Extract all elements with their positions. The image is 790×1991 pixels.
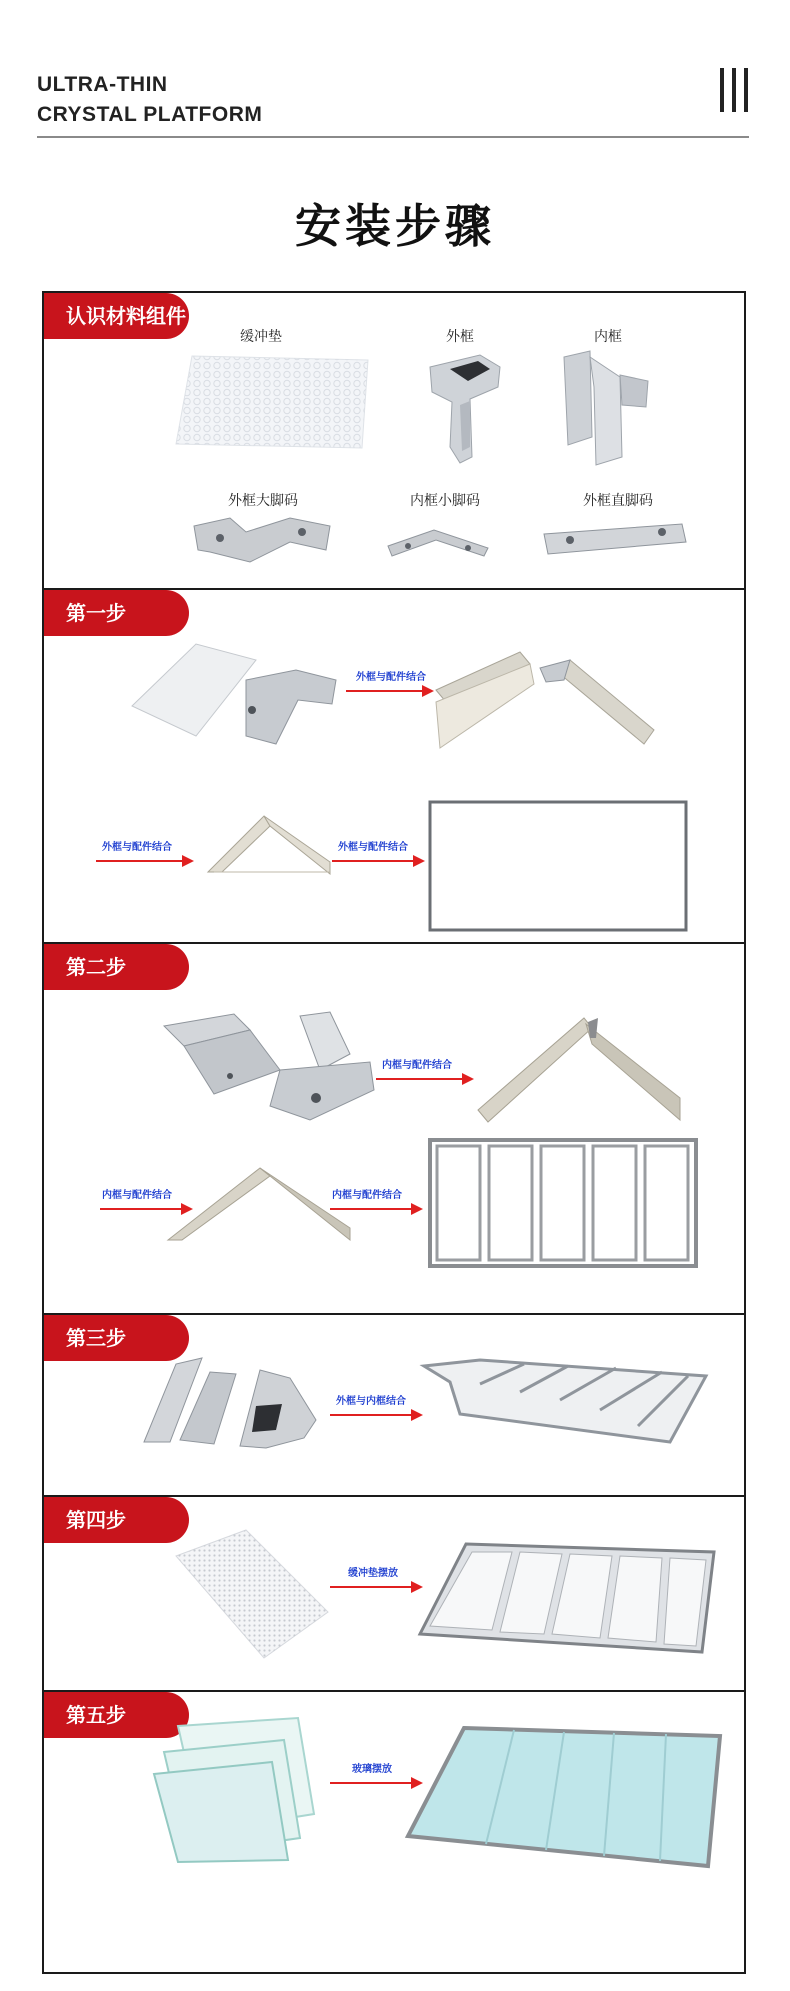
section-tag-step-3: 第三步 (44, 1315, 189, 1361)
three-vertical-bars-icon[interactable] (718, 66, 750, 118)
section-tag-components: 认识材料组件 (44, 293, 189, 339)
arrow-label: 外框与配件结合 (356, 672, 426, 683)
label-outer-frame: 外框 (446, 329, 474, 345)
arrow-label: 玻璃摆放 (352, 1764, 392, 1775)
cushion-placed-image (416, 1540, 716, 1658)
label-outer-straight-corner: 外框直脚码 (583, 493, 653, 509)
cushion-image (172, 352, 382, 452)
section-tag-step-2: 第二步 (44, 944, 189, 990)
section-tag-step-1: 第一步 (44, 590, 189, 636)
arrow-label: 外框与内框结合 (336, 1396, 406, 1407)
outer-frame-corner-image (430, 640, 660, 750)
arrow-label: 内框与配件结合 (332, 1190, 402, 1201)
section-tag-step-5: 第五步 (44, 1692, 189, 1738)
arrow-label: 缓冲垫摆放 (348, 1568, 398, 1579)
outer-big-corner-image (190, 512, 340, 568)
label-outer-big-corner: 外框大脚码 (228, 493, 298, 509)
arrow-label: 外框与配件结合 (338, 842, 408, 853)
brand-line-1: ULTRA-THIN (37, 73, 168, 96)
cushion-sheet-image (172, 1528, 332, 1660)
inner-small-corner-image (384, 524, 494, 560)
frame-combined-image (420, 1356, 710, 1446)
inner-frame-corner-image (474, 1014, 684, 1124)
inner-frame-l-corner-image (164, 1164, 354, 1244)
outer-straight-corner-image (540, 518, 690, 558)
section-tag-step-4: 第四步 (44, 1497, 189, 1543)
label-cushion: 缓冲垫 (240, 329, 282, 345)
header-divider (37, 136, 749, 138)
label-inner-small-corner: 内框小脚码 (410, 493, 480, 509)
inner-frame-grid-image (428, 1138, 700, 1270)
outer-frame-complete-image (428, 800, 688, 934)
inner-frame-image (560, 347, 660, 472)
arrow-label: 内框与配件结合 (102, 1190, 172, 1201)
outer-inner-profile-image (140, 1350, 320, 1450)
brand-line-2: CRYSTAL PLATFORM (37, 103, 263, 126)
glass-sheets-image (148, 1714, 318, 1864)
brand-title (37, 70, 262, 130)
inner-frame-assembly-image (160, 1010, 380, 1130)
page-title: 安装步骤 (295, 199, 495, 253)
glass-placed-image (404, 1724, 724, 1868)
outer-frame-assembly-image (126, 640, 346, 750)
outer-frame-image (420, 347, 510, 467)
arrow-label: 内框与配件结合 (382, 1060, 452, 1071)
arrow-label: 外框与配件结合 (102, 842, 172, 853)
label-inner-frame: 内框 (594, 329, 622, 345)
outer-frame-l-corner-image (204, 812, 334, 878)
